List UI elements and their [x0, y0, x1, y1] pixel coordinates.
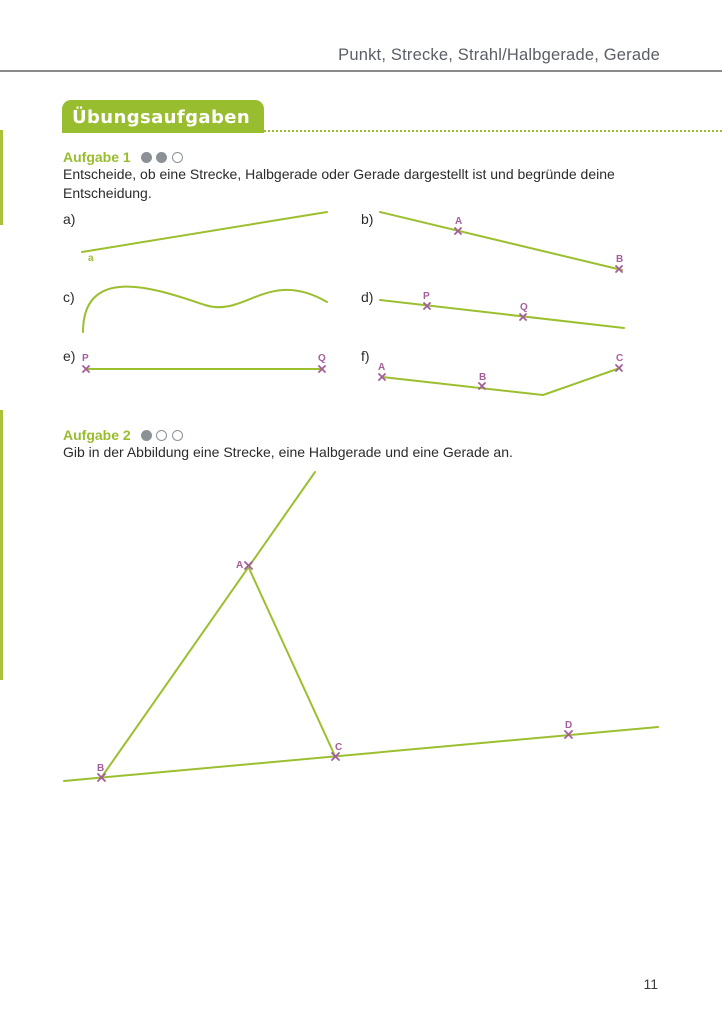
task2-title: Aufgabe 2	[63, 427, 131, 443]
point-label-d-P: P	[423, 291, 430, 302]
point-label-d-Q: Q	[520, 302, 528, 313]
page-number: 11	[643, 976, 658, 992]
figure-a-line	[82, 212, 327, 252]
point-label-f-A: A	[378, 362, 386, 373]
point-label-A: A	[236, 560, 244, 571]
difficulty-dot-empty	[172, 430, 183, 441]
section-title: Übungsaufgaben	[62, 100, 264, 133]
point-label-D: D	[565, 720, 573, 731]
task1-title: Aufgabe 1	[63, 149, 131, 165]
figure-f-polyline	[382, 368, 620, 395]
point-label-e-Q: Q	[318, 353, 326, 364]
point-label-b-B: B	[616, 254, 624, 265]
subtask-label-a: a)	[63, 211, 76, 227]
task2-heading	[63, 427, 184, 444]
task2-ray-through-A	[101, 472, 315, 778]
point-label-e-P: P	[82, 353, 89, 364]
subtask-label-e: e)	[63, 348, 76, 364]
point-f-C-marker	[616, 365, 622, 371]
difficulty-dot-empty	[156, 430, 167, 441]
subtask-label-f: f)	[361, 348, 370, 364]
subtask-label-b: b)	[361, 211, 374, 227]
task2-instruction: Gib in der Abbildung eine Strecke, eine Halbgerade und eine Gerade an.	[63, 444, 513, 460]
task2-difficulty-indicator	[141, 428, 185, 444]
point-label-f-C: C	[616, 353, 624, 364]
point-label-f-B: B	[479, 372, 487, 383]
figure-c-curve	[83, 287, 327, 332]
task2-segment-AC	[248, 566, 335, 756]
difficulty-dot-filled	[141, 430, 152, 441]
chapter-title: Punkt, Strecke, Strahl/Halbgerade, Gerade	[338, 46, 660, 64]
point-label-C: C	[335, 742, 343, 753]
point-label-b-A: A	[455, 216, 463, 227]
subtask-label-c: c)	[63, 289, 75, 305]
task1-instruction: Entscheide, ob eine Strecke, Halbgerade oder Gerade dargestellt ist und begründe deine Entscheidung.	[63, 166, 615, 201]
figure-d-line	[380, 300, 624, 328]
line-label-a: a	[88, 253, 94, 264]
subtask-label-d: d)	[361, 289, 374, 305]
figure-b-line	[380, 212, 622, 270]
point-label-B: B	[97, 763, 105, 774]
